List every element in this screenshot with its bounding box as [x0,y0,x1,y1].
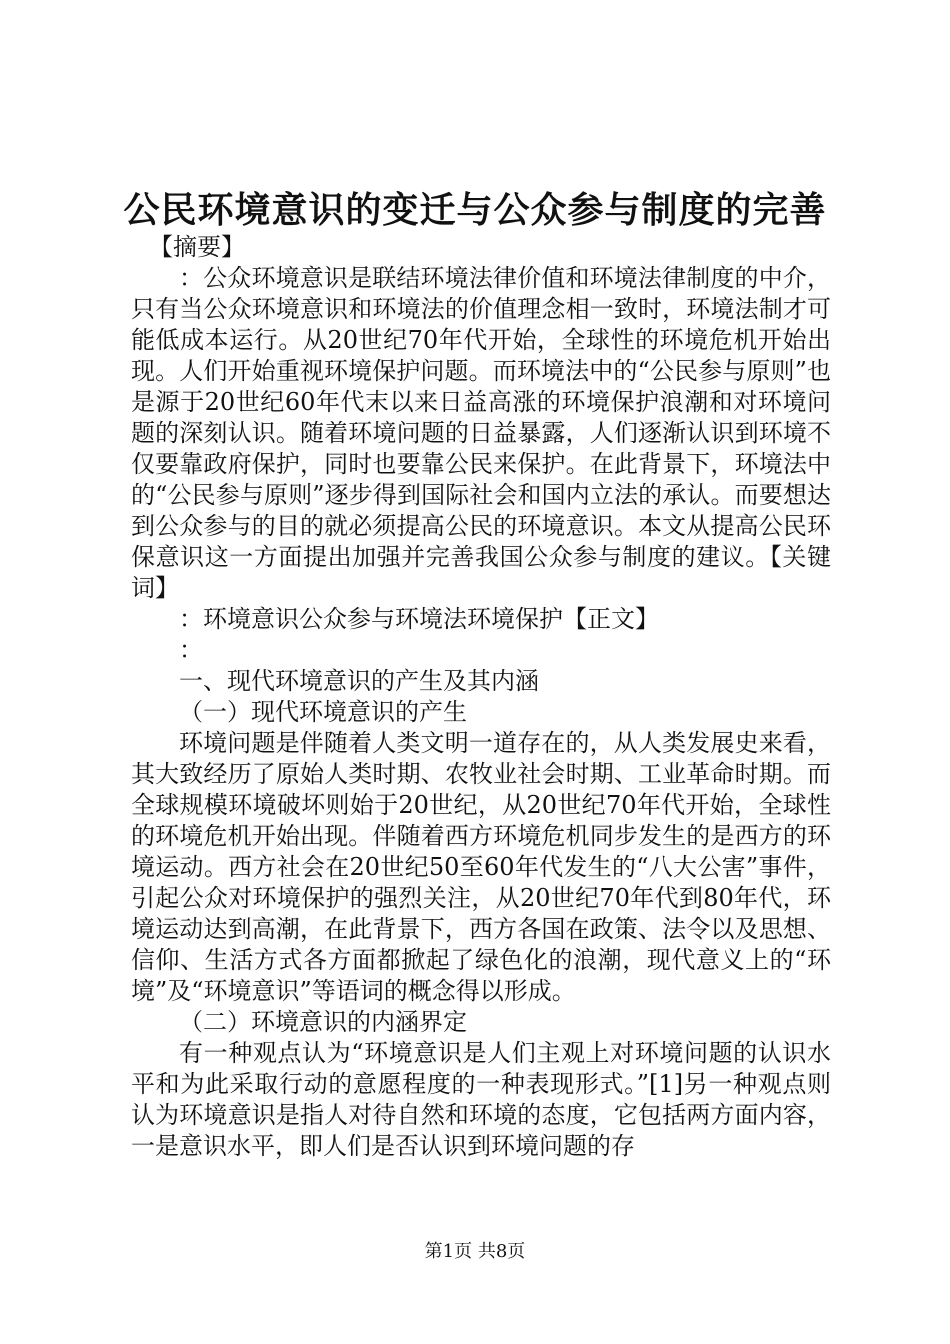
section-heading: 一、现代环境意识的产生及其内涵 [179,667,539,695]
abstract-label: 【摘要】 [149,233,245,261]
abstract-text: ：公众环境意识是联结环境法律价值和环境法律制度的中介，只有当公众环境意识和环境法的价值理念相一致时，环境法制才可能低成本运行。从20世纪70年代开始，全球性的环境危机开始出现。人们开始重视环境保护问题。而环境法中的“公民参与原则”也是源于20世纪60年代末以来日益高涨的环境保护浪潮和对环境问题的深刻认识。随着环境问题的日益暴露，人们逐渐认识到环境不仅要靠政府保护，同时也要靠公民来保护。在此背景下，环境法中的“公民参与原则”逐步得到国际社会和国内立法的承认。而要想达到公众参与的目的就必须提高公民的环境意识。本文从提高公民环保意识这一方面提出加强并完善我国公众参与制度的建议。【关键词】 [131,264,831,602]
colon-line: ： [179,636,203,664]
body-paragraph: 环境问题是伴随着人类文明一道存在的，从人类发展史来看，其大致经历了原始人类时期、农牧业社会时期、工业革命时期。而全球规模环境破坏则始于20世纪，从20世纪70年代开始，全球性的环境危机开始出现。伴随着西方环境危机同步发生的是西方的环境运动。西方社会在20世纪50至60年代发生的“八大公害”事件，引起公众对环境保护的强烈关注，从20世纪70年代到80年代，环境运动达到高潮，在此背景下，西方各国在政策、法令以及思想、信仰、生活方式各方面都掀起了绿色化的浪潮，现代意义上的“环境”及“环境意识”等语词的概念得以形成。 [131,729,831,1005]
subsection-heading: （二）环境意识的内涵界定 [179,1008,467,1036]
document-body [131,232,831,1162]
subsection-heading: （一）现代环境意识的产生 [179,698,467,726]
keywords-line: ：环境意识公众参与环境法环境保护【正文】 [179,605,659,633]
document-title: 公民环境意识的变迁与公众参与制度的完善 [123,189,827,231]
body-paragraph: 有一种观点认为“环境意识是人们主观上对环境问题的认识水平和为此采取行动的意愿程度的一种表现形式。”[1]另一种观点则认为环境意识是指人对待自然和环境的态度，它包括两方面内容，一是意识水平，即人们是否认识到环境问题的存 [131,1039,831,1160]
page-footer: 第1页 共8页 [424,1241,526,1262]
